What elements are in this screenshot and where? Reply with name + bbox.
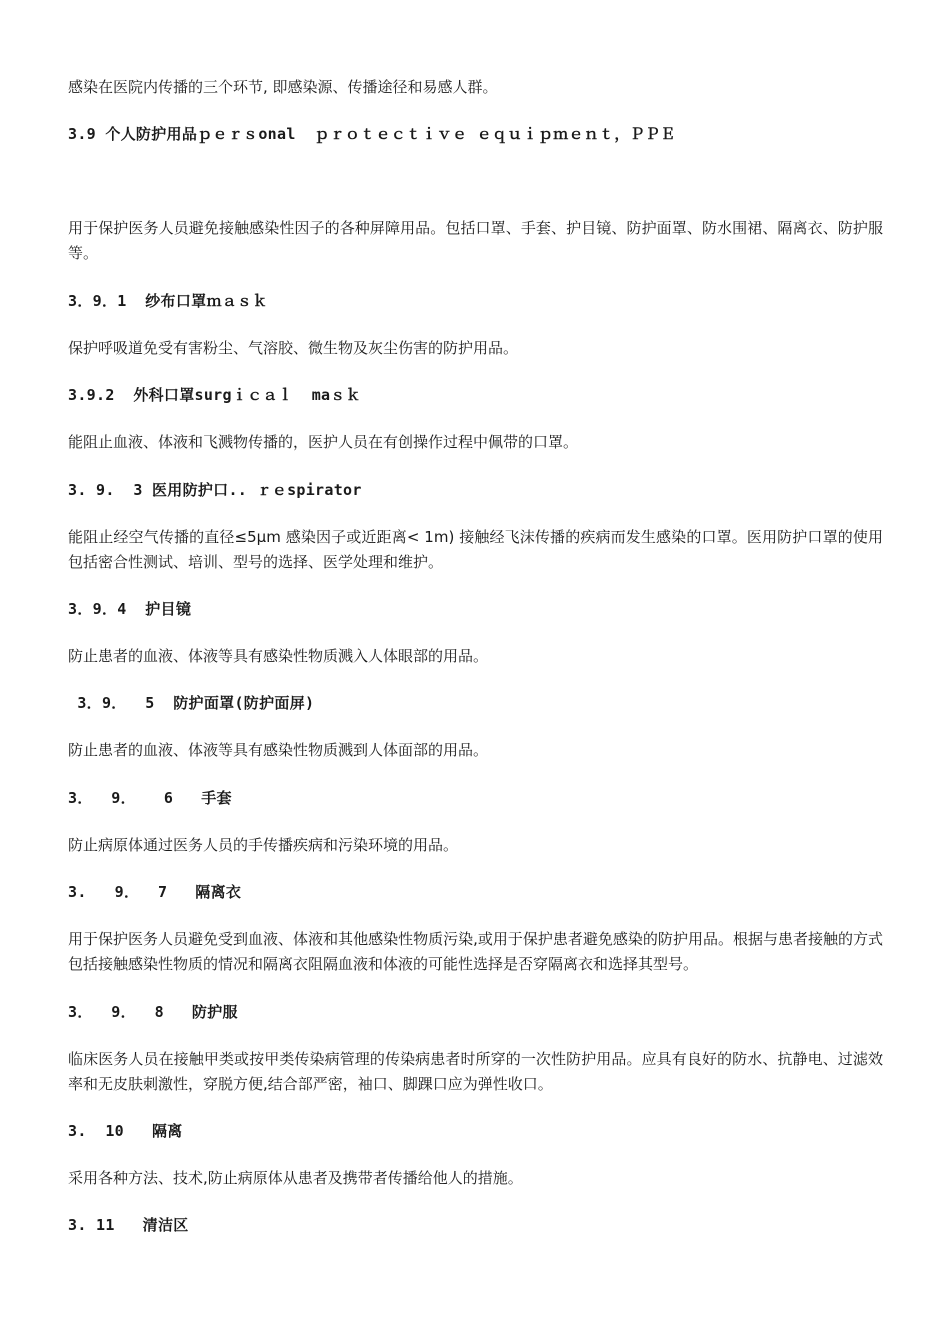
section-heading: 3. 9． 7 隔离衣 (68, 883, 242, 901)
paragraph: 防止患者的血液、体液等具有感染性物质溅入人体眼部的用品。 (68, 647, 489, 665)
paragraph: 用于保护医务人员避免接触感染性因子的各种屏障用品。包括口罩、手套、护目镜、防护面罩、防水围裙、隔离衣、防护服等。 (68, 219, 883, 262)
paragraph: 感染在医院内传播的三个环节, 即感染源、传播途径和易感人群。 (68, 78, 498, 96)
section-heading: 3. 10 隔离 (68, 1122, 183, 1140)
section-heading: 3． 9． 8 防护服 (68, 1003, 238, 1021)
section-heading: 3． 9． 6 手套 (68, 789, 232, 807)
section-heading: 3．9． 5 防护面罩(防护面屏) (68, 694, 315, 712)
paragraph: 用于保护医务人员避免受到血液、体液和其他感染性物质污染,或用于保护患者避免感染的防护用品。根据与患者接触的方式包括接触感染性物质的情况和隔离衣阻隔血液和体液的可能性选择是否穿隔离衣和选择其型号。 (68, 930, 883, 973)
paragraph: 采用各种方法、技术,防止病原体从患者及携带者传播给他人的措施。 (68, 1169, 523, 1187)
paragraph: 保护呼吸道免受有害粉尘、气溶胶、微生物及灰尘伤害的防护用品。 (68, 339, 519, 357)
paragraph: 防止病原体通过医务人员的手传播疾病和污染环境的用品。 (68, 836, 459, 854)
section-heading: 3. 9. 3 医用防护口.. ｒｅspirator (68, 481, 362, 499)
section-heading: 3．9．1 纱布口罩ｍａｓｋ (68, 292, 268, 310)
paragraph: 临床医务人员在接触甲类或按甲类传染病管理的传染病患者时所穿的一次性防护用品。应具有良好的防水、抗静电、过滤效率和无皮肤刺激性，穿脱方便,结合部严密，袖口、脚踝口应为弹性收口。 (68, 1050, 883, 1093)
paragraph: 能阻止经空气传播的直径≤5μm 感染因子或近距离< 1m) 接触经飞沫传播的疾病而发生感染的口罩。医用防护口罩的使用包括密合性测试、培训、型号的选择、医学处理和维护。 (68, 528, 883, 571)
section-heading: 3.9.2 外科口罩surgｉｃａｌ maｓｋ (68, 386, 361, 404)
section-heading: 3．9．4 护目镜 (68, 600, 192, 618)
paragraph: 能阻止血液、体液和飞溅物传播的，医护人员在有创操作过程中佩带的口罩。 (68, 433, 579, 451)
paragraph: 防止患者的血液、体液等具有感染性物质溅到人体面部的用品。 (68, 741, 489, 759)
section-heading: 3. 11 清洁区 (68, 1216, 189, 1234)
section-heading: 3.9 个人防护用品ｐｅｒｓonal ｐｒｏｔｅｃｔｉｖｅ ｅｑｕｉｐｍｅｎｔ，ＰＰＥ (68, 125, 676, 143)
